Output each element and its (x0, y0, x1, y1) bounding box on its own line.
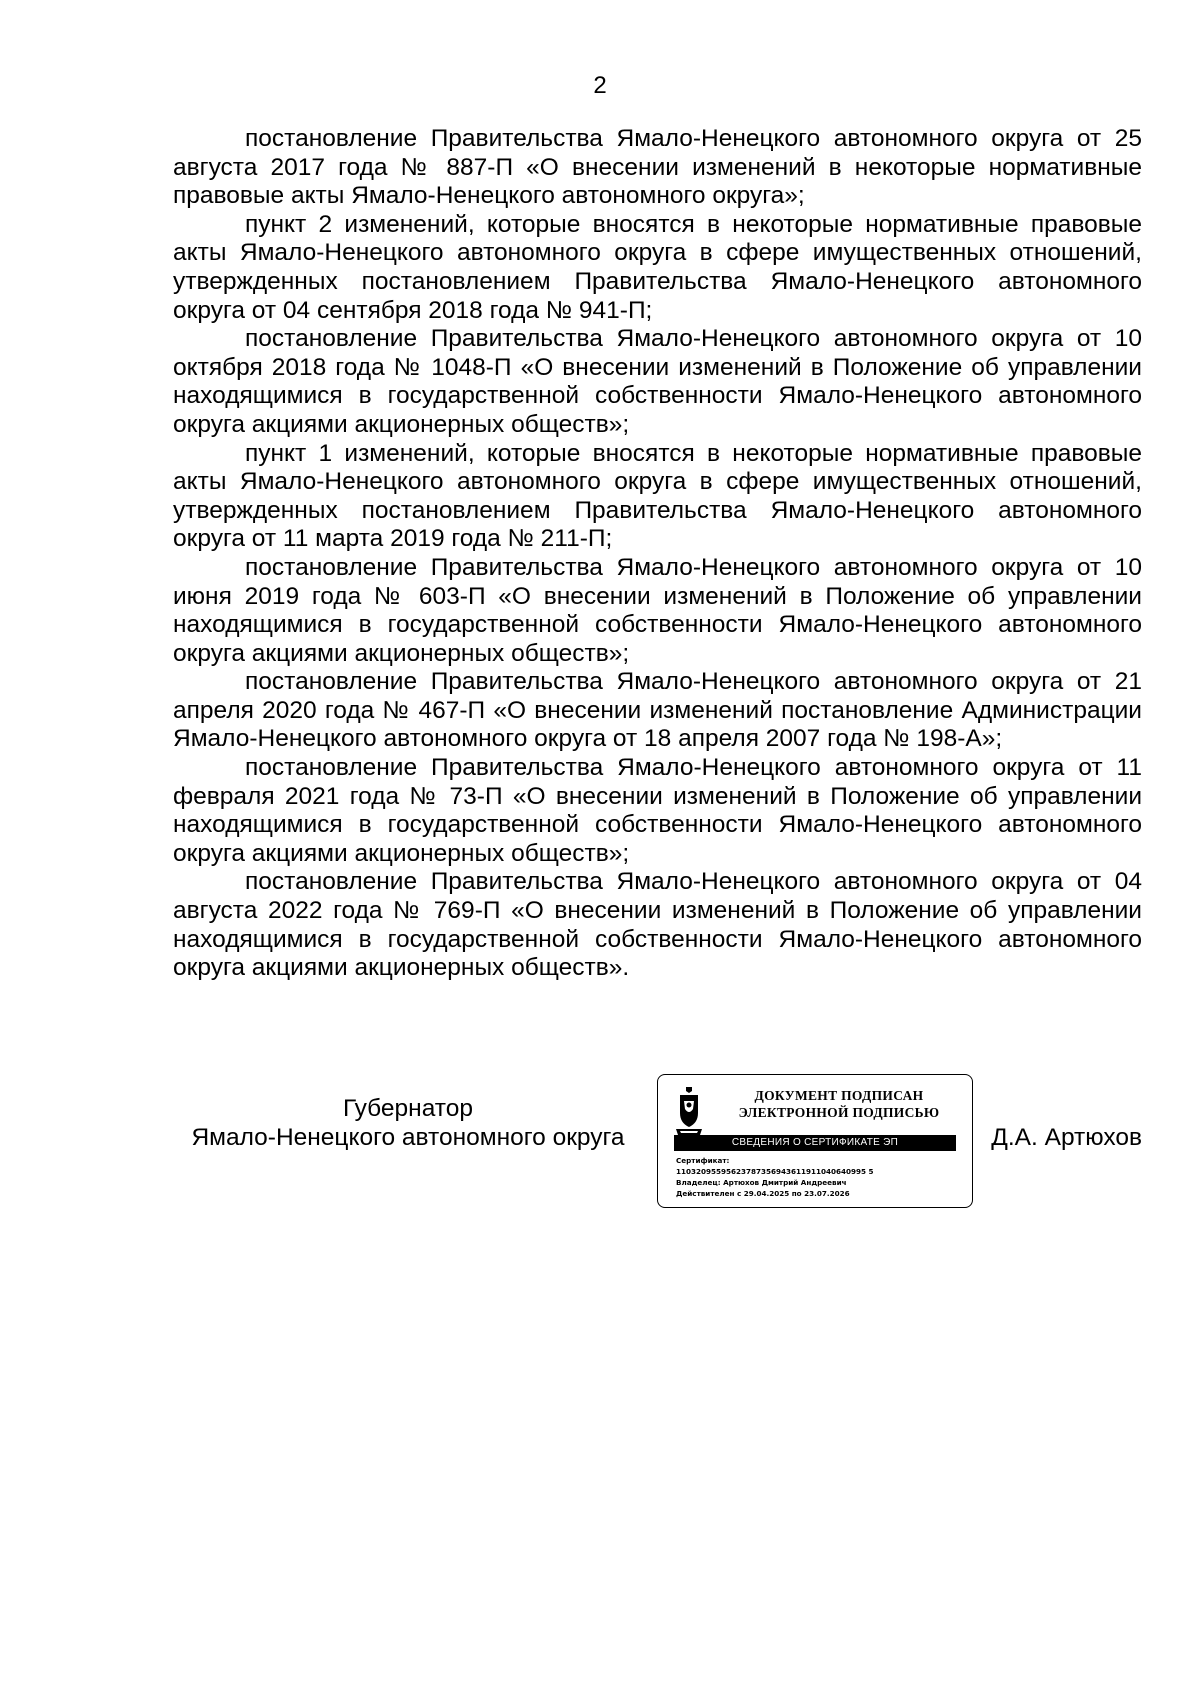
paragraph: пункт 2 изменений, которые вносятся в некоторые нормативные правовые акты Ямало-Ненецкого автономного округа в сфере имущественных отношений, утвержденных постановлением Правительства Ямало-Ненецкого автономного округа от 04 сентября 2018 года № 941-П; (173, 210, 1142, 324)
certificate-number: 11032095595623787356943611911040640995 5 (676, 1167, 874, 1176)
certificate-details (676, 1155, 966, 1199)
certificate-label: Сертификат: (676, 1156, 730, 1165)
electronic-signature-stamp (657, 1074, 973, 1208)
paragraph: постановление Правительства Ямало-Ненецкого автономного округа от 11 февраля 2021 года № 73-П «О внесении изменений в Положение об управлении находящимися в государственной собственности Ямало-Ненецкого автономного округа акциями акционерных обществ»; (173, 754, 1142, 867)
paragraph: постановление Правительства Ямало-Ненецкого автономного округа от 25 августа 2017 года № 887-П «О внесении изменений в некоторые нормативные правовые акты Ямало-Ненецкого автономного округа»; (173, 125, 1142, 210)
signatory-name: Д.А. Артюхов (991, 1124, 1142, 1151)
signatory-position (173, 1094, 643, 1152)
signature-block (173, 1074, 1142, 1214)
page-number: 2 (593, 72, 607, 99)
stamp-title (714, 1087, 964, 1121)
certificate-validity: Действителен с 29.04.2025 по 23.07.2026 (676, 1189, 850, 1198)
position-line-region: Ямало-Ненецкого автономного округа (191, 1124, 625, 1151)
paragraph: постановление Правительства Ямало-Ненецкого автономного округа от 21 апреля 2020 года № 467-П «О внесении изменений постановление Администрации Ямало-Ненецкого автономного округа от 18 апреля 2007 года № 198-А»; (173, 668, 1142, 753)
position-line-title: Губернатор (343, 1095, 473, 1122)
stamp-title-line: ДОКУМЕНТ ПОДПИСАН (754, 1088, 924, 1103)
paragraph: постановление Правительства Ямало-Ненецкого автономного округа от 10 октября 2018 года № 1048-П «О внесении изменений в Положение об управлении находящимися в государственной собственности Ямало-Ненецкого автономного округа акциями акционерных обществ»; (173, 325, 1142, 438)
stamp-title-line: ЭЛЕКТРОННОЙ ПОДПИСЬЮ (738, 1105, 940, 1120)
certificate-owner: Владелец: Артюхов Дмитрий Андреевич (676, 1178, 847, 1187)
paragraph: пункт 1 изменений, которые вносятся в некоторые нормативные правовые акты Ямало-Ненецкого автономного округа в сфере имущественных отношений, утвержденных постановлением Правительства Ямало-Ненецкого автономного округа от 11 марта 2019 года № 211-П; (173, 439, 1142, 553)
certificate-info-bar: СВЕДЕНИЯ О СЕРТИФИКАТЕ ЭП (674, 1135, 956, 1151)
paragraph: постановление Правительства Ямало-Ненецкого автономного округа от 04 августа 2022 года № 769-П «О внесении изменений в Положение об управлении находящимися в государственной собственности Ямало-Ненецкого автономного округа акциями акционерных обществ». (173, 868, 1142, 982)
paragraph: постановление Правительства Ямало-Ненецкого автономного округа от 10 июня 2019 года № 603-П «О внесении изменений в Положение об управлении находящимися в государственной собственности Ямало-Ненецкого автономного округа акциями акционерных обществ»; (173, 553, 1142, 667)
document-body (173, 125, 1142, 983)
coat-of-arms-icon (672, 1085, 706, 1139)
